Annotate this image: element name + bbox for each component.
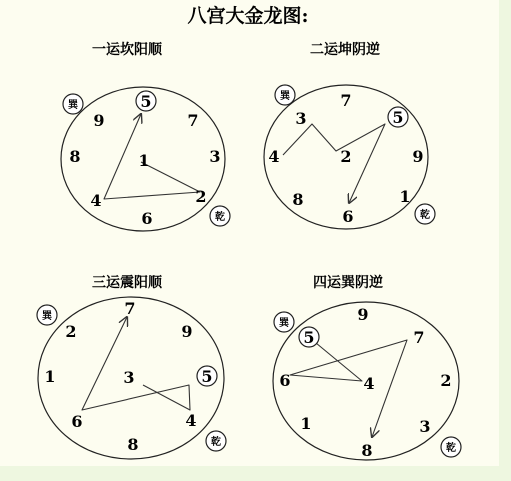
- panel-3-subtitle: 三运震阳顺: [92, 275, 162, 291]
- panel-3-number: 9: [181, 322, 193, 341]
- panel-4-number: 1: [300, 414, 312, 433]
- panel-2-subtitle: 二运坤阴逆: [310, 42, 380, 58]
- panel-1-number: 2: [195, 187, 207, 206]
- panel-3-flight-path: [82, 317, 193, 410]
- panel-2-number: 1: [399, 187, 411, 206]
- panel-2-number: 4: [268, 147, 280, 166]
- panel-3-number: 6: [71, 412, 83, 431]
- panel-2-number: 6: [342, 207, 354, 226]
- panel-2-number: 9: [412, 147, 424, 166]
- panel-4-number: 5: [303, 328, 315, 347]
- panel-3: [37, 274, 226, 459]
- panel-3-number: 2: [65, 322, 77, 341]
- panel-4-qian-label: 乾: [446, 443, 456, 454]
- panel-3-number: 4: [185, 411, 197, 430]
- panel-1: [61, 41, 230, 231]
- panel-3-number: 1: [44, 367, 56, 386]
- panel-2: [264, 41, 435, 229]
- panel-3-number: 3: [123, 368, 135, 387]
- panel-1-number: 6: [141, 209, 153, 228]
- panel-1-number: 8: [69, 147, 81, 166]
- panel-4-number: 6: [279, 371, 291, 390]
- panel-1-number: 4: [90, 191, 102, 210]
- panel-4-number: 3: [419, 417, 431, 436]
- panel-3-number: 8: [127, 435, 139, 454]
- panel-1-flight-path: [104, 114, 200, 199]
- panel-2-xun-label: 巽: [280, 91, 290, 102]
- panel-4-subtitle: 四运巽阴逆: [313, 275, 383, 291]
- panel-1-xun-label: 巽: [68, 100, 78, 111]
- panel-4-number: 9: [357, 305, 369, 324]
- panel-4: [273, 274, 461, 460]
- panel-3-xun-label: 巽: [42, 311, 52, 322]
- panel-1-number: 9: [93, 111, 105, 130]
- panel-3-qian-label: 乾: [211, 437, 221, 448]
- panel-1-number: 7: [187, 111, 199, 130]
- panel-4-number: 7: [413, 328, 425, 347]
- panel-1-number: 1: [138, 151, 150, 170]
- panel-1-qian-label: 乾: [215, 212, 225, 223]
- panel-4-number: 2: [440, 371, 452, 390]
- panel-4-xun-label: 巽: [279, 318, 289, 329]
- panel-2-qian-label: 乾: [420, 210, 430, 221]
- panel-2-number: 2: [340, 147, 352, 166]
- panel-4-number: 8: [361, 441, 373, 460]
- diagram-title: 八宫大金龙图:: [187, 5, 309, 27]
- panel-2-number: 8: [292, 190, 304, 209]
- panel-3-number: 7: [124, 299, 136, 318]
- panel-2-number: 7: [340, 91, 352, 110]
- panel-4-number: 4: [363, 374, 375, 393]
- panel-1-subtitle: 一运坎阳顺: [92, 42, 162, 58]
- panel-1-number: 3: [209, 147, 221, 166]
- panel-1-number: 5: [140, 92, 152, 111]
- panel-3-number: 5: [201, 367, 213, 386]
- panel-2-number: 5: [392, 108, 404, 127]
- panel-2-number: 3: [295, 109, 307, 128]
